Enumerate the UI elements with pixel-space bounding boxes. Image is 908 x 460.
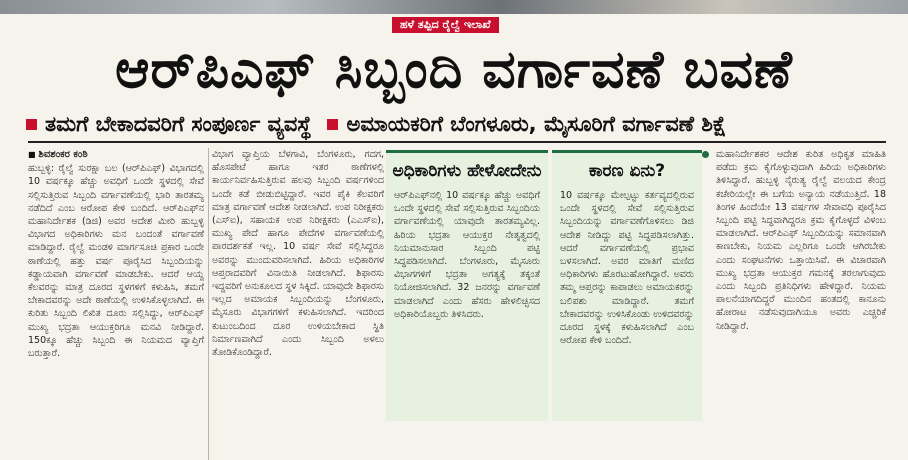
officials-box-title: ಅಧಿಕಾರಿಗಳು ಹೇಳೋದೇನು xyxy=(392,161,542,181)
article-column-5 xyxy=(716,148,886,460)
subheadline-2 xyxy=(327,112,726,137)
subheadline-1-text: ತಮಗೆ ಬೇಕಾದವರಿಗೆ ಸಂಪೂರ್ಣ ವ್ಯವಸ್ಥೆ xyxy=(45,111,312,136)
sidebar-box-officials xyxy=(386,150,548,421)
box-pin-dot xyxy=(702,151,709,158)
headline-rule xyxy=(28,141,886,143)
sidebar-box-reason xyxy=(552,150,702,421)
top-photo-strip xyxy=(0,0,908,14)
article-column-1 xyxy=(28,148,204,460)
officials-box-text: ಆರ್‌ಪಿಎಫ್‌ನಲ್ಲಿ 10 ವರ್ಷಕ್ಕೂ ಹೆಚ್ಚು ಅವಧಿಗೆ ಒಂದೇ ಸ್ಥಳದಲ್ಲಿ ಸೇವೆ ಸಲ್ಲಿಸುತ್ತಿರುವ ಸಿಬ್ಬಂದಿಯ ವರ್ಗಾವಣೆಯಲ್ಲಿ ಯಾವುದೇ ತಾರತಮ್ಯವಿಲ್ಲ. ಹಿರಿಯ ಭದ್ರತಾ ಆಯುಕ್ತರ ನೇತೃತ್ವದಲ್ಲಿ ನಿಯಮಾನುಸಾರ ಸಿಬ್ಬಂದಿ ಪಟ್ಟಿ ಸಿದ್ಧಪಡಿಸಲಾಗಿದೆ. ಬೆಂಗಳೂರು, ಮೈಸೂರು ವಿಭಾಗಗಳಿಗೆ ಭದ್ರತಾ ಅಗತ್ಯಕ್ಕೆ ತಕ್ಕಂತೆ ನಿಯೋಜಿಸಲಾಗಿದೆ. 32 ಜನರನ್ನು ವರ್ಗಾವಣೆ ಮಾಡಲಾಗಿದೆ ಎಂದು ಹೆಸರು ಹೇಳಲಿಚ್ಛಿಸದ ಅಧಿಕಾರಿಯೊಬ್ಬರು ತಿಳಿಸಿದರು. xyxy=(394,190,540,320)
column-1-text: ಹುಬ್ಬಳ್ಳಿ: ರೈಲ್ವೆ ಸುರಕ್ಷಾ ಬಲ (ಆರ್‌ಪಿಎಫ್) ವಿಭಾಗದಲ್ಲಿ 10 ವರ್ಷಕ್ಕೂ ಹೆಚ್ಚು ಅವಧಿಗೆ ಒಂದೇ ಸ್ಥಳದಲ್ಲಿ ಸೇವೆ ಸಲ್ಲಿಸುತ್ತಿರುವ ಸಿಬ್ಬಂದಿ ವರ್ಗಾವಣೆಯಲ್ಲಿ ಭಾರಿ ತಾರತಮ್ಯ ನಡೆದಿದೆ ಎಂಬ ಆರೋಪ ಕೇಳಿ ಬಂದಿದೆ. ಆರ್‌ಪಿಎಫ್‌ನ ಮಹಾನಿರ್ದೇಶಕ (ಡಿಜಿ) ಅವರ ಆದೇಶ ಮೀರಿ ಹುಬ್ಬಳ್ಳಿ ವಿಭಾಗದ ಅಧಿಕಾರಿಗಳು ಮನ ಬಂದಂತೆ ವರ್ಗಾವಣೆ ಮಾಡಿದ್ದಾರೆ. ರೈಲ್ವೆ ಮಂಡಳಿ ಮಾರ್ಗಸೂಚಿ ಪ್ರಕಾರ ಒಂದೇ ಠಾಣೆಯಲ್ಲಿ ಹತ್ತು ವರ್ಷ ಪೂರೈಸಿದ ಸಿಬ್ಬಂದಿಯನ್ನು ಕಡ್ಡಾಯವಾಗಿ ವರ್ಗಾವಣೆ ಮಾಡಬೇಕು. ಆದರೆ ಆಯ್ದ ಕೆಲವರನ್ನು ಮಾತ್ರ ದೂರದ ಸ್ಥಳಗಳಿಗೆ ಕಳುಹಿಸಿ, ತಮಗೆ ಬೇಕಾದವರನ್ನು ಅದೇ ಠಾಣೆಯಲ್ಲಿ ಉಳಿಸಿಕೊಳ್ಳಲಾಗಿದೆ. ಈ ಕುರಿತು ಸಿಬ್ಬಂದಿ ಲಿಖಿತ ದೂರು ಸಲ್ಲಿಸಿದ್ದು, ಆರ್‌ಪಿಎಫ್ ಮುಖ್ಯ ಭದ್ರತಾ ಆಯುಕ್ತರಿಗೂ ಮನವಿ ನೀಡಿದ್ದಾರೆ. 150ಕ್ಕೂ ಹೆಚ್ಚು ಸಿಬ್ಬಂದಿ ಈ ನಿಯಮದ ವ್ಯಾಪ್ತಿಗೆ ಬರುತ್ತಾರೆ. xyxy=(28,163,204,360)
reason-box-title: ಕಾರಣ ಏನು? xyxy=(588,161,666,181)
red-square-bullet-icon xyxy=(26,119,37,130)
kicker-label: ಹಳೆ ತಪ್ಪಿದ ರೈಲ್ವೆ ಇಲಾಖೆ xyxy=(392,17,499,33)
subheadline-1 xyxy=(26,112,311,137)
column-divider xyxy=(208,148,209,460)
red-square-bullet-icon xyxy=(327,119,338,130)
headline: ಆರ್‌ಪಿಎಫ್ ಸಿಬ್ಬಂದಿ ವರ್ಗಾವಣೆ ಬವಣೆ xyxy=(115,40,793,100)
article-column-2 xyxy=(212,148,384,460)
reason-box-text: 10 ವರ್ಷಕ್ಕೂ ಮೇಲ್ಪಟ್ಟು ಕರ್ತವ್ಯದಲ್ಲಿರುವ ಒಂದೇ ಸ್ಥಳದಲ್ಲಿ ಸೇವೆ ಸಲ್ಲಿಸುತ್ತಿರುವ ಸಿಬ್ಬಂದಿಯನ್ನು ವರ್ಗಾವಣೆಗೊಳಿಸಲು ಡಿಜಿ ಆದೇಶ ನೀಡಿದ್ದು ಪಟ್ಟಿ ಸಿದ್ಧಪಡಿಸಲಾಗಿತ್ತು. ಆದರೆ ವರ್ಗಾವಣೆಯಲ್ಲಿ ಪ್ರಭಾವ ಬಳಸಲಾಗಿದೆ. ಅವರ ಮಾತಿಗೆ ಮಣಿದ ಅಧಿಕಾರಿಗಳು ಹೊರಟುಹೋಗಿದ್ದಾರೆ. ಅವರು ತಮ್ಮ ಆಪ್ತರನ್ನು ಕಾಪಾಡಲು ಅಮಾಯಕರನ್ನು ಬಲಿಪಶು ಮಾಡಿದ್ದಾರೆ. ತಮಗೆ ಬೇಕಾದವರನ್ನು ಉಳಿಸಿಕೊಂಡು ಉಳಿದವರನ್ನು ದೂರದ ಸ್ಥಳಕ್ಕೆ ಕಳುಹಿಸಲಾಗಿದೆ ಎಂಬ ಆರೋಪ ಕೇಳಿ ಬಂದಿದೆ. xyxy=(560,190,694,347)
subheadline-2-text: ಅಮಾಯಕರಿಗೆ ಬೆಂಗಳೂರು, ಮೈಸೂರಿಗೆ ವರ್ಗಾವಣೆ ಶಿಕ್ಷೆ xyxy=(346,111,727,136)
subheadline-bar xyxy=(26,110,886,138)
byline: ■ ಶಿವಶಂಕರ ಕಂಠಿ xyxy=(28,148,204,161)
column-5-text: ಮಹಾನಿರ್ದೇಶಕರ ಆದೇಶ ಕುರಿತ ಅಧಿಕೃತ ಮಾಹಿತಿ ಪಡೆದು ಕ್ರಮ ಕೈಗೊಳ್ಳುವುದಾಗಿ ಹಿರಿಯ ಅಧಿಕಾರಿಗಳು ತಿಳಿಸಿದ್ದಾರೆ. ಹುಬ್ಬಳ್ಳಿ ನೈರುತ್ಯ ರೈಲ್ವೆ ವಲಯದ ಕೇಂದ್ರ ಕಚೇರಿಯಲ್ಲೇ ಈ ಬಗೆಯ ಅನ್ಯಾಯ ನಡೆಯುತ್ತಿದೆ. 18 ತಿಂಗಳ ಹಿಂದೆಯೇ 13 ವರ್ಷಗಳ ಸೇವಾವಧಿ ಪೂರೈಸಿದ ಸಿಬ್ಬಂದಿ ಪಟ್ಟಿ ಸಿದ್ಧವಾಗಿದ್ದರೂ ಕ್ರಮ ಕೈಗೊಳ್ಳದೆ ವಿಳಂಬ ಮಾಡಲಾಗಿದೆ. ಆರ್‌ಪಿಎಫ್ ಸಿಬ್ಬಂದಿಯನ್ನು ಸಮಾನವಾಗಿ ಕಾಣಬೇಕು, ನಿಯಮ ಎಲ್ಲರಿಗೂ ಒಂದೇ ಆಗಿರಬೇಕು ಎಂದು ಸಂಘಟನೆಗಳು ಒತ್ತಾಯಿಸಿವೆ. ಈ ವಿಚಾರವಾಗಿ ಮುಖ್ಯ ಭದ್ರತಾ ಆಯುಕ್ತರ ಗಮನಕ್ಕೆ ತರಲಾಗುವುದು ಎಂದು ಸಿಬ್ಬಂದಿ ಪ್ರತಿನಿಧಿಗಳು ಹೇಳಿದ್ದಾರೆ. ನಿಯಮ ಪಾಲನೆಯಾಗದಿದ್ದರೆ ಮುಂದಿನ ಹಂತದಲ್ಲಿ ಕಾನೂನು ಹೋರಾಟ ನಡೆಸುವುದಾಗಿಯೂ ಅವರು ಎಚ್ಚರಿಕೆ ನೀಡಿದ್ದಾರೆ. xyxy=(716,149,886,332)
column-2-text: ವಿಭಾಗ ವ್ಯಾಪ್ತಿಯ ಬೆಳಗಾವಿ, ಬೆಂಗಳೂರು, ಗದಗ, ಹೊಸಪೇಟೆ ಹಾಗೂ ಇತರ ಠಾಣೆಗಳಲ್ಲಿ ಕಾರ್ಯನಿರ್ವಹಿಸುತ್ತಿರುವ ಹಲವು ಸಿಬ್ಬಂದಿ ವರ್ಷಗಳಿಂದ ಒಂದೇ ಕಡೆ ಬೀಡುಬಿಟ್ಟಿದ್ದಾರೆ. ಇವರ ಪೈಕಿ ಕೆಲವರಿಗೆ ಮಾತ್ರ ವರ್ಗಾವಣೆ ಆದೇಶ ನೀಡಲಾಗಿದೆ. ಉಪ ನಿರೀಕ್ಷಕರು (ಎಸ್‌ಐ), ಸಹಾಯಕ ಉಪ ನಿರೀಕ್ಷಕರು (ಎಎಸ್‌ಐ), ಮುಖ್ಯ ಪೇದೆ ಹಾಗೂ ಪೇದೆಗಳ ವರ್ಗಾವಣೆಯಲ್ಲಿ ಪಾರದರ್ಶಕತೆ ಇಲ್ಲ. 10 ವರ್ಷ ಸೇವೆ ಸಲ್ಲಿಸಿದ್ದರೂ ಅವರನ್ನು ಮುಂದುವರಿಸಲಾಗಿದೆ. ಹಿರಿಯ ಅಧಿಕಾರಿಗಳ ಆಪ್ತರಾದವರಿಗೆ ವಿನಾಯಿತಿ ನೀಡಲಾಗಿದೆ. ಶಿಫಾರಸು ಇದ್ದವರಿಗೆ ಅನುಕೂಲದ ಸ್ಥಳ ಸಿಕ್ಕಿದೆ. ಯಾವುದೇ ಶಿಫಾರಸು ಇಲ್ಲದ ಅಮಾಯಕ ಸಿಬ್ಬಂದಿಯನ್ನು ಬೆಂಗಳೂರು, ಮೈಸೂರು ವಿಭಾಗಗಳಿಗೆ ಕಳುಹಿಸಲಾಗಿದೆ. ಇದರಿಂದ ಕುಟುಂಬದಿಂದ ದೂರ ಉಳಿಯಬೇಕಾದ ಸ್ಥಿತಿ ನಿರ್ಮಾಣವಾಗಿದೆ ಎಂದು ಸಿಬ್ಬಂದಿ ಅಳಲು ತೋಡಿಕೊಂಡಿದ್ದಾರೆ. xyxy=(212,149,384,359)
